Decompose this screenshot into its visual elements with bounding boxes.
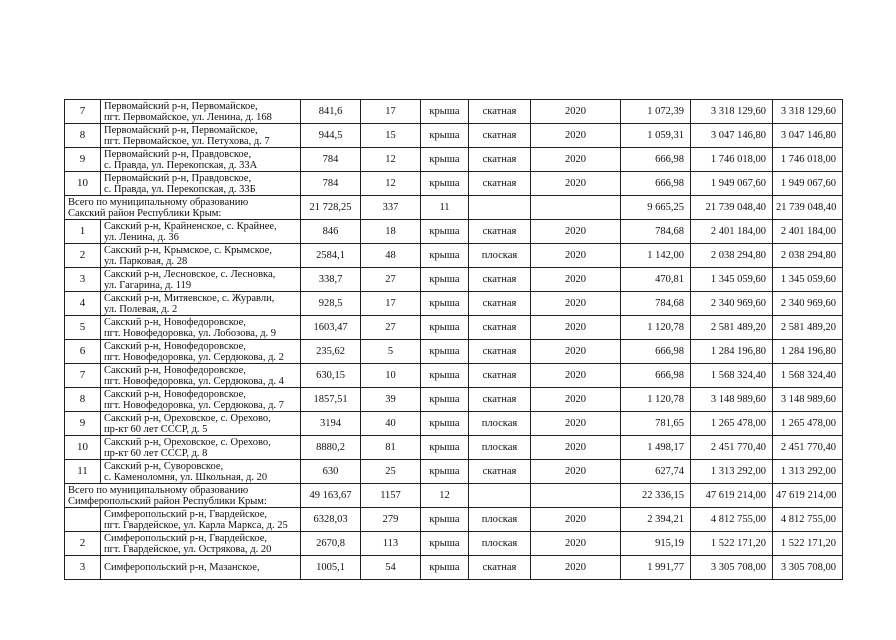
total-label-cell <box>65 484 301 508</box>
address-line: Симферопольский р-н, Гвардейское, <box>104 532 268 544</box>
residents-cell: 81 <box>361 436 421 460</box>
table-row <box>65 292 843 316</box>
address-line: Сакский р-н, Крайненское, с. Крайнее, <box>104 220 277 232</box>
roof-type-cell: скатная <box>469 172 531 196</box>
table-row <box>65 340 843 364</box>
address-line: Симферопольский р-н, Гвардейское, <box>104 508 268 520</box>
year-cell: 2020 <box>531 124 621 148</box>
roof-repair-table <box>64 99 843 580</box>
area-cell: 630 <box>301 460 361 484</box>
row-number: 4 <box>65 292 101 316</box>
roof-type-cell: скатная <box>469 364 531 388</box>
address-cell <box>101 436 301 460</box>
element-cell: крыша <box>421 292 469 316</box>
year-cell: 2020 <box>531 220 621 244</box>
total-label-line: Симферопольский район Республики Крым: <box>68 495 267 507</box>
element-cell: 12 <box>421 484 469 508</box>
year-cell: 2020 <box>531 244 621 268</box>
cost-cell: 4 812 755,00 <box>691 508 773 532</box>
element-cell: крыша <box>421 388 469 412</box>
address-cell <box>101 148 301 172</box>
area-cell: 235,62 <box>301 340 361 364</box>
year-cell: 2020 <box>531 508 621 532</box>
total-cost-cell: 2 038 294,80 <box>773 244 843 268</box>
residents-cell: 12 <box>361 172 421 196</box>
element-cell: крыша <box>421 532 469 556</box>
unit-cost-cell: 1 120,78 <box>621 388 691 412</box>
element-cell: крыша <box>421 124 469 148</box>
address-line: пр-кт 60 лет СССР, д. 5 <box>104 423 208 435</box>
area-cell: 338,7 <box>301 268 361 292</box>
address-line: Сакский р-н, Митяевское, с. Журавли, <box>104 292 275 304</box>
cost-cell: 3 047 146,80 <box>691 124 773 148</box>
table-row <box>65 244 843 268</box>
address-line: Первомайский р-н, Первомайское, <box>104 124 258 136</box>
table-row <box>65 148 843 172</box>
row-number: 10 <box>65 436 101 460</box>
area-cell: 3194 <box>301 412 361 436</box>
unit-cost-cell: 1 120,78 <box>621 316 691 340</box>
cost-cell: 1 522 171,20 <box>691 532 773 556</box>
cost-cell: 47 619 214,00 <box>691 484 773 508</box>
table-total-row <box>65 484 843 508</box>
address-cell <box>101 340 301 364</box>
unit-cost-cell: 22 336,15 <box>621 484 691 508</box>
total-cost-cell: 3 047 146,80 <box>773 124 843 148</box>
residents-cell: 279 <box>361 508 421 532</box>
address-line: Первомайский р-н, Правдовское, <box>104 172 252 184</box>
total-cost-cell: 3 305 708,00 <box>773 556 843 580</box>
total-cost-cell: 1 949 067,60 <box>773 172 843 196</box>
total-label-line: Всего по муниципальному образованию <box>68 484 249 496</box>
address-cell <box>101 100 301 124</box>
roof-type-cell: скатная <box>469 268 531 292</box>
address-line: пр-кт 60 лет СССР, д. 8 <box>104 447 208 459</box>
table-total-row <box>65 196 843 220</box>
address-line: Сакский р-н, Ореховское, с. Орехово, <box>104 412 271 424</box>
total-label-cell <box>65 196 301 220</box>
row-number <box>65 508 101 532</box>
year-cell: 2020 <box>531 292 621 316</box>
roof-type-cell <box>469 484 531 508</box>
address-line: пгт. Первомайское, ул. Петухова, д. 7 <box>104 135 270 147</box>
total-cost-cell: 2 401 184,00 <box>773 220 843 244</box>
row-number: 9 <box>65 412 101 436</box>
address-line: пгт. Гвардейское, ул. Острякова, д. 20 <box>104 543 272 555</box>
year-cell <box>531 196 621 220</box>
cost-cell: 1 313 292,00 <box>691 460 773 484</box>
table-row <box>65 532 843 556</box>
address-line: ул. Полевая, д. 2 <box>104 303 178 315</box>
unit-cost-cell: 1 072,39 <box>621 100 691 124</box>
element-cell: крыша <box>421 436 469 460</box>
total-cost-cell: 1 265 478,00 <box>773 412 843 436</box>
address-line: с. Правда, ул. Перекопская, д. 33А <box>104 159 258 171</box>
element-cell: крыша <box>421 244 469 268</box>
cost-cell: 21 739 048,40 <box>691 196 773 220</box>
unit-cost-cell: 666,98 <box>621 172 691 196</box>
cost-cell: 1 746 018,00 <box>691 148 773 172</box>
unit-cost-cell: 666,98 <box>621 148 691 172</box>
table-row <box>65 388 843 412</box>
element-cell: крыша <box>421 340 469 364</box>
table-row <box>65 556 843 580</box>
roof-type-cell: скатная <box>469 460 531 484</box>
residents-cell: 25 <box>361 460 421 484</box>
unit-cost-cell: 1 142,00 <box>621 244 691 268</box>
unit-cost-cell: 784,68 <box>621 220 691 244</box>
address-cell <box>101 412 301 436</box>
unit-cost-cell: 1 498,17 <box>621 436 691 460</box>
cost-cell: 2 401 184,00 <box>691 220 773 244</box>
roof-type-cell: скатная <box>469 220 531 244</box>
table-row <box>65 460 843 484</box>
table-row <box>65 124 843 148</box>
address-line: Сакский р-н, Новофедоровское, <box>104 340 246 352</box>
residents-cell: 18 <box>361 220 421 244</box>
table-row <box>65 172 843 196</box>
address-line: пгт. Новофедоровка, ул. Сердюкова, д. 4 <box>104 375 284 387</box>
residents-cell: 5 <box>361 340 421 364</box>
year-cell <box>531 484 621 508</box>
total-cost-cell: 2 451 770,40 <box>773 436 843 460</box>
residents-cell: 27 <box>361 316 421 340</box>
element-cell: крыша <box>421 268 469 292</box>
year-cell: 2020 <box>531 172 621 196</box>
residents-cell: 113 <box>361 532 421 556</box>
table-row <box>65 316 843 340</box>
year-cell: 2020 <box>531 316 621 340</box>
element-cell: крыша <box>421 556 469 580</box>
row-number: 7 <box>65 364 101 388</box>
roof-type-cell <box>469 196 531 220</box>
address-cell <box>101 532 301 556</box>
roof-type-cell: плоская <box>469 532 531 556</box>
residents-cell: 39 <box>361 388 421 412</box>
address-cell <box>101 292 301 316</box>
residents-cell: 15 <box>361 124 421 148</box>
element-cell: крыша <box>421 412 469 436</box>
table-row <box>65 220 843 244</box>
area-cell: 21 728,25 <box>301 196 361 220</box>
element-cell: крыша <box>421 460 469 484</box>
address-cell <box>101 388 301 412</box>
address-cell <box>101 508 301 532</box>
area-cell: 630,15 <box>301 364 361 388</box>
row-number: 11 <box>65 460 101 484</box>
roof-type-cell: скатная <box>469 316 531 340</box>
roof-type-cell: скатная <box>469 100 531 124</box>
total-cost-cell: 4 812 755,00 <box>773 508 843 532</box>
element-cell: крыша <box>421 316 469 340</box>
year-cell: 2020 <box>531 436 621 460</box>
row-number: 5 <box>65 316 101 340</box>
element-cell: крыша <box>421 220 469 244</box>
cost-cell: 1 345 059,60 <box>691 268 773 292</box>
cost-cell: 1 265 478,00 <box>691 412 773 436</box>
total-cost-cell: 1 313 292,00 <box>773 460 843 484</box>
area-cell: 2670,8 <box>301 532 361 556</box>
total-cost-cell: 1 746 018,00 <box>773 148 843 172</box>
total-cost-cell: 3 148 989,60 <box>773 388 843 412</box>
address-line: Первомайский р-н, Первомайское, <box>104 100 258 112</box>
total-label-line: Сакский район Республики Крым: <box>68 207 222 219</box>
address-cell <box>101 556 301 580</box>
residents-cell: 27 <box>361 268 421 292</box>
residents-cell: 1157 <box>361 484 421 508</box>
total-label-line: Всего по муниципальному образованию <box>68 196 249 208</box>
row-number: 9 <box>65 148 101 172</box>
table-row <box>65 508 843 532</box>
total-cost-cell: 3 318 129,60 <box>773 100 843 124</box>
cost-cell: 2 451 770,40 <box>691 436 773 460</box>
address-line: пгт. Новофедоровка, ул. Сердюкова, д. 7 <box>104 399 284 411</box>
area-cell: 49 163,67 <box>301 484 361 508</box>
year-cell: 2020 <box>531 100 621 124</box>
total-cost-cell: 2 581 489,20 <box>773 316 843 340</box>
residents-cell: 17 <box>361 100 421 124</box>
roof-type-cell: плоская <box>469 436 531 460</box>
cost-cell: 1 568 324,40 <box>691 364 773 388</box>
table-row <box>65 100 843 124</box>
address-line: Первомайский р-н, Правдовское, <box>104 148 252 160</box>
unit-cost-cell: 666,98 <box>621 340 691 364</box>
total-cost-cell: 1 284 196,80 <box>773 340 843 364</box>
address-line: пгт. Новофедоровка, ул. Лобозова, д. 9 <box>104 327 277 339</box>
address-line: с. Каменоломня, ул. Школьная, д. 20 <box>104 471 268 483</box>
address-line: Сакский р-н, Крымское, с. Крымское, <box>104 244 272 256</box>
unit-cost-cell: 915,19 <box>621 532 691 556</box>
area-cell: 784 <box>301 148 361 172</box>
year-cell: 2020 <box>531 388 621 412</box>
address-line: Сакский р-н, Ореховское, с. Орехово, <box>104 436 271 448</box>
address-line: Сакский р-н, Суворовское, <box>104 460 224 472</box>
year-cell: 2020 <box>531 412 621 436</box>
row-number: 7 <box>65 100 101 124</box>
area-cell: 784 <box>301 172 361 196</box>
address-cell <box>101 172 301 196</box>
row-number: 1 <box>65 220 101 244</box>
address-line: пгт. Гвардейское, ул. Карла Маркса, д. 25 <box>104 519 288 531</box>
roof-type-cell: скатная <box>469 388 531 412</box>
address-cell <box>101 124 301 148</box>
year-cell: 2020 <box>531 268 621 292</box>
roof-type-cell: плоская <box>469 412 531 436</box>
residents-cell: 12 <box>361 148 421 172</box>
roof-type-cell: скатная <box>469 124 531 148</box>
row-number: 6 <box>65 340 101 364</box>
address-line: Сакский р-н, Новофедоровское, <box>104 364 246 376</box>
table-row <box>65 436 843 460</box>
address-line: Сакский р-н, Лесновское, с. Лесновка, <box>104 268 276 280</box>
residents-cell: 48 <box>361 244 421 268</box>
address-line: ул. Гагарина, д. 119 <box>104 279 192 291</box>
unit-cost-cell: 784,68 <box>621 292 691 316</box>
address-line: ул. Ленина, д. 36 <box>104 231 179 243</box>
element-cell: крыша <box>421 172 469 196</box>
address-cell <box>101 460 301 484</box>
area-cell: 944,5 <box>301 124 361 148</box>
row-number: 2 <box>65 532 101 556</box>
cost-cell: 1 284 196,80 <box>691 340 773 364</box>
roof-type-cell: скатная <box>469 148 531 172</box>
total-cost-cell: 1 522 171,20 <box>773 532 843 556</box>
area-cell: 8880,2 <box>301 436 361 460</box>
table-row <box>65 412 843 436</box>
element-cell: 11 <box>421 196 469 220</box>
cost-cell: 3 148 989,60 <box>691 388 773 412</box>
area-cell: 928,5 <box>301 292 361 316</box>
table-row <box>65 364 843 388</box>
year-cell: 2020 <box>531 532 621 556</box>
cost-cell: 3 305 708,00 <box>691 556 773 580</box>
year-cell: 2020 <box>531 556 621 580</box>
unit-cost-cell: 781,65 <box>621 412 691 436</box>
address-cell <box>101 268 301 292</box>
address-line: Симферопольский р-н, Мазанское, <box>104 562 260 573</box>
address-line: Сакский р-н, Новофедоровское, <box>104 316 246 328</box>
cost-cell: 2 581 489,20 <box>691 316 773 340</box>
area-cell: 846 <box>301 220 361 244</box>
unit-cost-cell: 2 394,21 <box>621 508 691 532</box>
unit-cost-cell: 1 991,77 <box>621 556 691 580</box>
row-number: 2 <box>65 244 101 268</box>
address-cell <box>101 244 301 268</box>
unit-cost-cell: 9 665,25 <box>621 196 691 220</box>
year-cell: 2020 <box>531 460 621 484</box>
address-line: с. Правда, ул. Перекопская, д. 33Б <box>104 183 256 195</box>
area-cell: 2584,1 <box>301 244 361 268</box>
area-cell: 1857,51 <box>301 388 361 412</box>
area-cell: 841,6 <box>301 100 361 124</box>
address-cell <box>101 364 301 388</box>
area-cell: 6328,03 <box>301 508 361 532</box>
cost-cell: 2 038 294,80 <box>691 244 773 268</box>
element-cell: крыша <box>421 148 469 172</box>
row-number: 10 <box>65 172 101 196</box>
document-page <box>64 99 843 580</box>
row-number: 8 <box>65 124 101 148</box>
table-body <box>65 100 843 580</box>
cost-cell: 3 318 129,60 <box>691 100 773 124</box>
total-cost-cell: 2 340 969,60 <box>773 292 843 316</box>
address-cell <box>101 220 301 244</box>
roof-type-cell: плоская <box>469 244 531 268</box>
total-cost-cell: 1 345 059,60 <box>773 268 843 292</box>
element-cell: крыша <box>421 364 469 388</box>
unit-cost-cell: 470,81 <box>621 268 691 292</box>
residents-cell: 40 <box>361 412 421 436</box>
year-cell: 2020 <box>531 340 621 364</box>
address-line: Сакский р-н, Новофедоровское, <box>104 388 246 400</box>
cost-cell: 1 949 067,60 <box>691 172 773 196</box>
unit-cost-cell: 666,98 <box>621 364 691 388</box>
residents-cell: 337 <box>361 196 421 220</box>
element-cell: крыша <box>421 508 469 532</box>
address-cell <box>101 316 301 340</box>
element-cell: крыша <box>421 100 469 124</box>
residents-cell: 10 <box>361 364 421 388</box>
roof-type-cell: скатная <box>469 556 531 580</box>
row-number: 8 <box>65 388 101 412</box>
unit-cost-cell: 627,74 <box>621 460 691 484</box>
address-line: пгт. Первомайское, ул. Ленина, д. 168 <box>104 111 272 123</box>
total-cost-cell: 1 568 324,40 <box>773 364 843 388</box>
address-line: пгт. Новофедоровка, ул. Сердюкова, д. 2 <box>104 351 284 363</box>
area-cell: 1005,1 <box>301 556 361 580</box>
residents-cell: 54 <box>361 556 421 580</box>
residents-cell: 17 <box>361 292 421 316</box>
roof-type-cell: скатная <box>469 340 531 364</box>
row-number: 3 <box>65 556 101 580</box>
year-cell: 2020 <box>531 364 621 388</box>
row-number: 3 <box>65 268 101 292</box>
total-cost-cell: 21 739 048,40 <box>773 196 843 220</box>
year-cell: 2020 <box>531 148 621 172</box>
address-line: ул. Парковая, д. 28 <box>104 255 188 267</box>
cost-cell: 2 340 969,60 <box>691 292 773 316</box>
total-cost-cell: 47 619 214,00 <box>773 484 843 508</box>
table-row <box>65 268 843 292</box>
roof-type-cell: плоская <box>469 508 531 532</box>
unit-cost-cell: 1 059,31 <box>621 124 691 148</box>
area-cell: 1603,47 <box>301 316 361 340</box>
roof-type-cell: скатная <box>469 292 531 316</box>
